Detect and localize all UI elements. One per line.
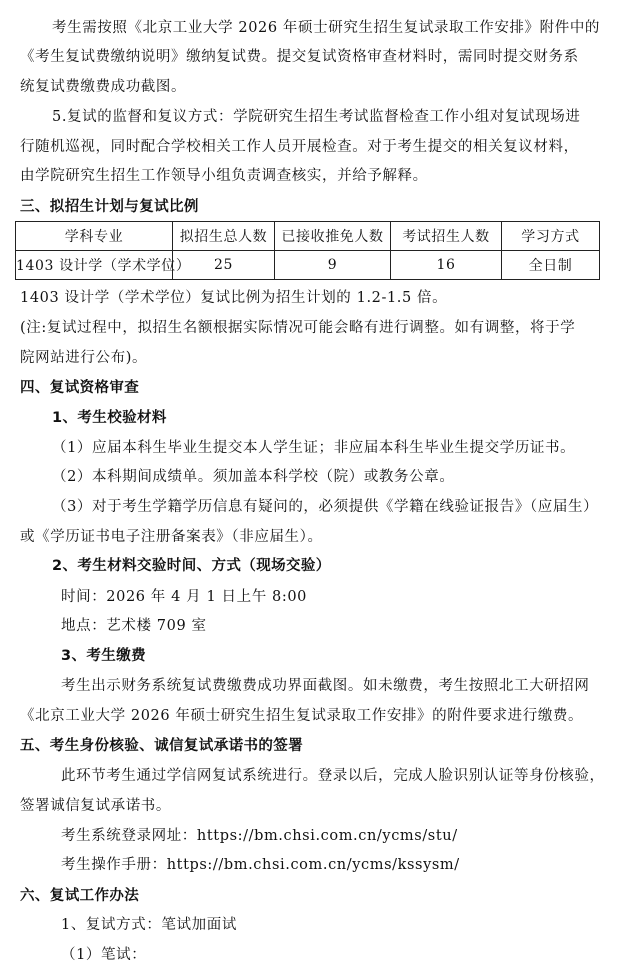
table-cell: 9 bbox=[275, 251, 391, 280]
manual-url-text: 考生操作手册：https://bm.chsi.com.cn/ycms/kssysm/ bbox=[61, 857, 460, 873]
paragraph-line: 统复试费缴费成功截图。 bbox=[20, 79, 187, 95]
table-header-cell: 考试招生人数 bbox=[391, 222, 502, 251]
ratio-text: 1403 设计学（学术学位）复试比例为招生计划的 1.2-1.5 倍。 bbox=[20, 290, 448, 306]
table-header-row bbox=[16, 222, 600, 251]
paragraph-line: 5.复试的监督和复议方式：学院研究生招生考试监督检查工作小组对复试现场进 bbox=[52, 109, 581, 125]
paragraph-line: 考生需按照《北京工业大学 2026 年硕士研究生招生复试录取工作安排》附件中的 bbox=[52, 20, 601, 36]
subheading: 1、考生校验材料 bbox=[52, 410, 167, 426]
list-item: 1、复试方式：笔试加面试 bbox=[61, 917, 237, 933]
paragraph-line: 《北京工业大学 2026 年硕士研究生招生复试录取工作安排》的附件要求进行缴费。 bbox=[20, 708, 584, 724]
table-cell: 全日制 bbox=[502, 251, 600, 280]
time-text: 时间：2026 年 4 月 1 日上午 8:00 bbox=[61, 589, 307, 605]
login-url-text: 考生系统登录网址：https://bm.chsi.com.cn/ycms/stu/ bbox=[61, 828, 458, 844]
list-item: （3）对于考生学籍学历信息有疑问的，必须提供《学籍在线验证报告》（应届生） bbox=[52, 499, 599, 515]
table-cell: 1403 设计学（学术学位） bbox=[16, 251, 173, 280]
table-cell: 16 bbox=[391, 251, 502, 280]
table-cell: 25 bbox=[173, 251, 275, 280]
list-item: （2）本科期间成绩单。须加盖本科学校（院）或教务公章。 bbox=[52, 469, 455, 485]
section-heading-5: 五、考生身份核验、诚信复试承诺书的签署 bbox=[20, 738, 304, 754]
paragraph-line: 考生出示财务系统复试费缴费成功界面截图。如未缴费，考生按照北工大研招网 bbox=[61, 678, 590, 694]
section-heading-6: 六、复试工作办法 bbox=[20, 888, 140, 904]
paragraph-line: 由学院研究生招生工作领导小组负责调查核实，并给予解释。 bbox=[20, 168, 428, 184]
place-text: 地点：艺术楼 709 室 bbox=[61, 618, 207, 634]
enrollment-plan-table bbox=[15, 221, 600, 280]
paragraph-line: 此环节考生通过学信网复试系统进行。登录以后，完成人脸识别认证等身份核验， bbox=[61, 768, 605, 784]
table-header-cell: 学科专业 bbox=[16, 222, 173, 251]
list-item: （1）笔试： bbox=[61, 947, 147, 963]
paragraph-line: 《考生复试费缴纳说明》缴纳复试费。提交复试资格审查材料时，需同时提交财务系 bbox=[20, 49, 579, 65]
subheading: 2、考生材料交验时间、方式（现场交验） bbox=[52, 558, 331, 574]
note-line: 院网站进行公布)。 bbox=[20, 350, 148, 366]
list-item: 或《学历证书电子注册备案表》（非应届生）。 bbox=[20, 529, 323, 545]
table-header-cell: 拟招生总人数 bbox=[173, 222, 275, 251]
list-item: （1）应届本科生毕业生提交本人学生证；非应届本科生毕业生提交学历证书。 bbox=[52, 440, 576, 456]
paragraph-line: 行随机巡视，同时配合学校相关工作人员开展检查。对于考生提交的相关复议材料， bbox=[20, 139, 579, 155]
section-heading-4: 四、复试资格审查 bbox=[20, 380, 140, 396]
table-row bbox=[16, 251, 600, 280]
paragraph-line: 签署诚信复试承诺书。 bbox=[20, 798, 171, 814]
table-header-cell: 已接收推免人数 bbox=[275, 222, 391, 251]
note-line: (注:复试过程中，拟招生名额根据实际情况可能会略有进行调整。如有调整，将于学 bbox=[20, 320, 576, 336]
table-header-cell: 学习方式 bbox=[502, 222, 600, 251]
section-heading-3: 三、拟招生计划与复试比例 bbox=[20, 199, 199, 215]
subheading: 3、考生缴费 bbox=[61, 648, 146, 664]
